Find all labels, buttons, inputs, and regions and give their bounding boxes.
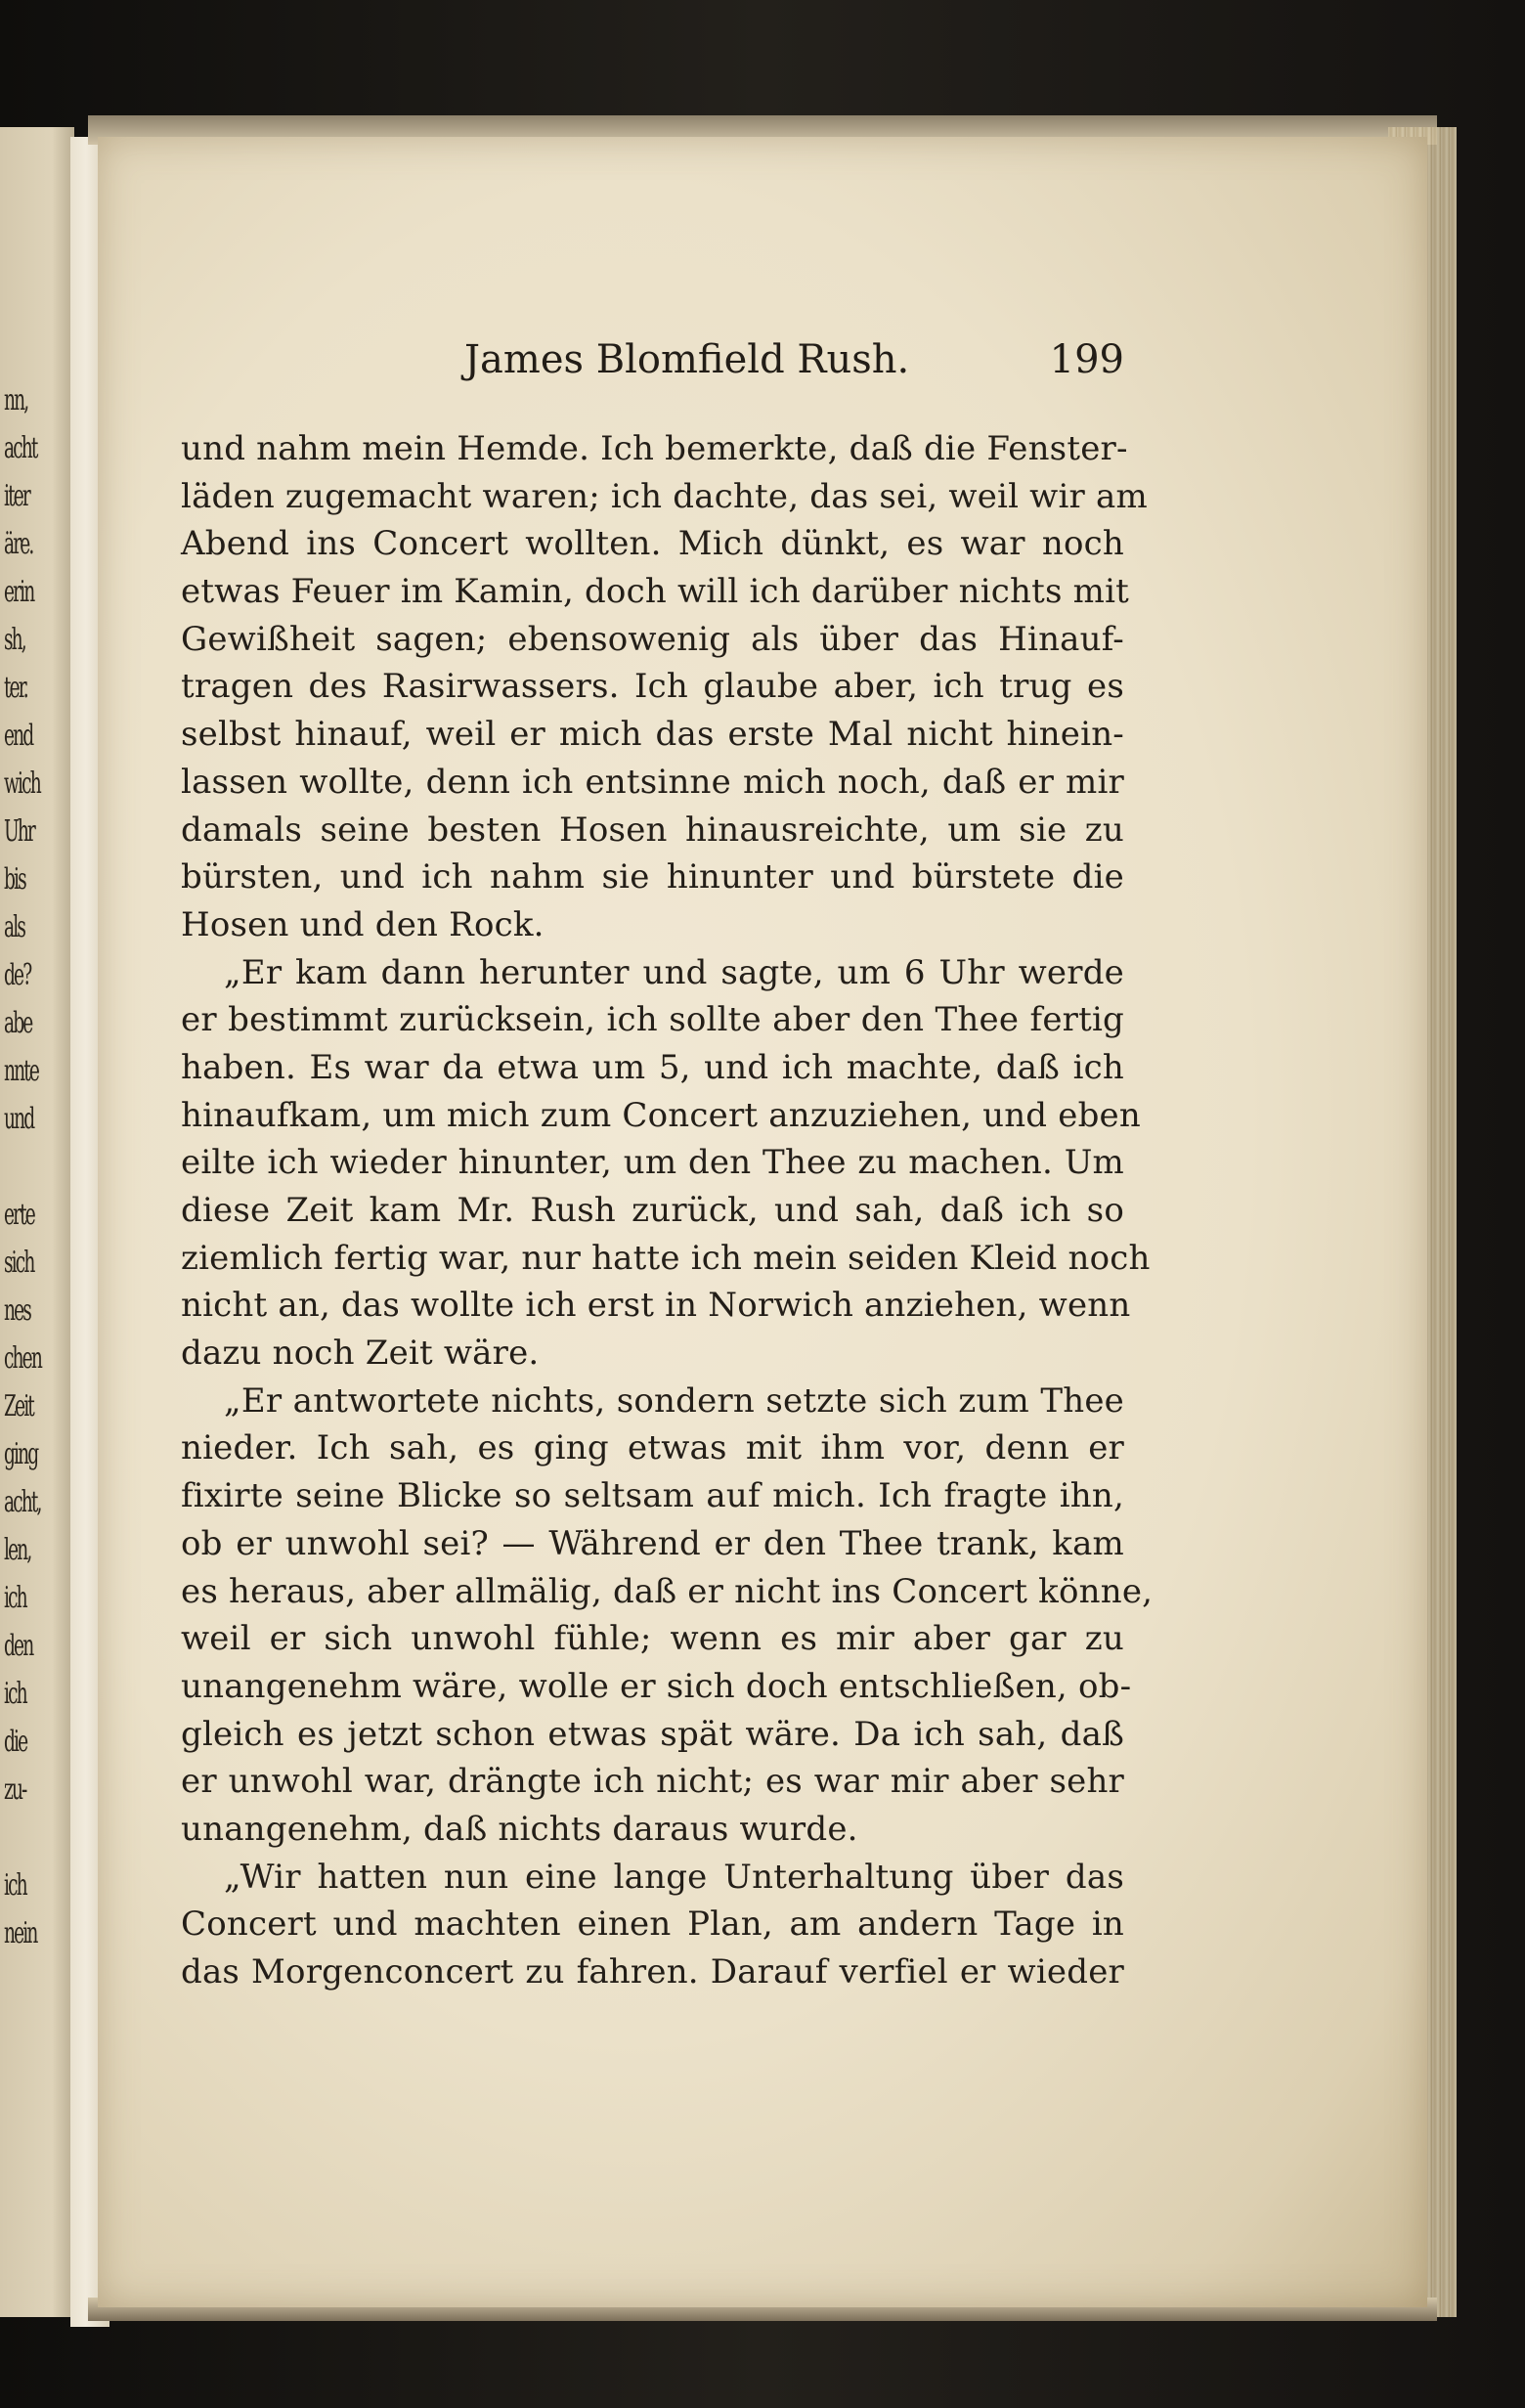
previous-page-fragment: end <box>4 719 33 753</box>
text-line: bürsten, und ich nahm sie hinunter und bürstete die <box>181 857 1124 898</box>
text-line: ziemlich fertig war, nur hatte ich mein seiden Kleid noch <box>181 1238 1151 1278</box>
text-line: Concert und machten einen Plan, am andern Tage in <box>181 1905 1124 1945</box>
text-line: er unwohl war, drängte ich nicht; es war mir aber sehr <box>181 1762 1124 1802</box>
text-line: „Wir hatten nun eine lange Unterhaltung über das <box>224 1857 1124 1897</box>
text-line: nicht an, das wollte ich erst in Norwich anziehen, wenn <box>181 1286 1131 1326</box>
previous-page-fragment: iter <box>4 479 29 513</box>
previous-page-fragment: den <box>4 1629 33 1663</box>
previous-page-fragment: sich <box>4 1246 34 1280</box>
text-line: unangenehm, daß nichts daraus wurde. <box>181 1809 858 1849</box>
previous-page-fragment: sh, <box>4 623 25 657</box>
previous-page-fragment: acht <box>4 431 37 465</box>
previous-page-fragment: nes <box>4 1293 30 1328</box>
text-line: nieder. Ich sah, es ging etwas mit ihm vor, denn er <box>181 1428 1124 1468</box>
previous-page-fragment: nnte <box>4 1054 39 1088</box>
text-line: ob er unwohl sei? — Während er den Thee trank, kam <box>181 1523 1124 1563</box>
previous-page-fragment: ging <box>4 1437 38 1471</box>
previous-page-fragment: len, <box>4 1533 31 1567</box>
previous-page-fragment: ich <box>4 1677 26 1711</box>
text-line: damals seine besten Hosen hinausreichte, um sie zu <box>181 810 1124 850</box>
text-line: lassen wollte, denn ich entsinne mich noch, daß er mir <box>181 762 1124 802</box>
text-line: und nahm mein Hemde. Ich bemerkte, daß die Fenster- <box>181 429 1128 468</box>
text-line: diese Zeit kam Mr. Rush zurück, und sah, daß ich so <box>181 1191 1124 1230</box>
text-line: Gewißheit sagen; ebensowenig als über das Hinauf- <box>181 619 1124 659</box>
previous-page-fragment: wich <box>4 766 40 801</box>
previous-page-fragment: nn, <box>4 383 28 417</box>
body-text <box>181 425 1154 1996</box>
previous-page-fragment: ich <box>4 1581 26 1615</box>
previous-page-fragment: zu- <box>4 1773 26 1807</box>
text-line: eilte ich wieder hinunter, um den Thee zu machen. Um <box>181 1143 1124 1183</box>
text-line: fixirte seine Blicke so seltsam auf mich. Ich fragte ihn, <box>181 1476 1124 1516</box>
text-line: tragen des Rasirwassers. Ich glaube aber, ich trug es <box>181 667 1124 707</box>
text-line: weil er sich unwohl fühle; wenn es mir aber gar zu <box>181 1619 1124 1659</box>
text-line: haben. Es war da etwa um 5, und ich machte, daß ich <box>181 1047 1124 1087</box>
previous-page-fragment: und <box>4 1102 34 1136</box>
previous-page-fragment: Uhr <box>4 814 34 849</box>
previous-page-fragment: ich <box>4 1868 26 1903</box>
previous-page-edge <box>0 127 74 2317</box>
running-title: James Blomfield Rush. <box>464 337 910 382</box>
text-line: er bestimmt zurücksein, ich sollte aber den Thee fertig <box>181 1000 1124 1040</box>
page-number: 199 <box>1049 337 1124 382</box>
previous-page-fragment: die <box>4 1725 27 1759</box>
previous-page-fragment: chen <box>4 1341 41 1376</box>
previous-page-fragment: ter. <box>4 671 27 705</box>
text-line: dazu noch Zeit wäre. <box>181 1334 540 1374</box>
text-line: gleich es jetzt schon etwas spät wäre. Da ich sah, daß <box>181 1714 1124 1754</box>
previous-page-fragment: bis <box>4 862 25 897</box>
text-line: das Morgenconcert zu fahren. Darauf verfiel er wieder <box>181 1952 1124 1992</box>
previous-page-fragment: erte <box>4 1198 34 1232</box>
previous-page-fragment: acht, <box>4 1485 41 1519</box>
text-line: Abend ins Concert wollten. Mich dünkt, es war noch <box>181 524 1124 564</box>
previous-page-fragment: als <box>4 910 25 944</box>
text-line: es heraus, aber allmälig, daß er nicht ins Concert könne, <box>181 1571 1154 1611</box>
text-line: läden zugemacht waren; ich dachte, das sei, weil wir am <box>181 476 1148 516</box>
text-line: Hosen und den Rock. <box>181 904 545 944</box>
text-line: „Er kam dann herunter und sagte, um 6 Uhr werde <box>224 952 1124 992</box>
text-line: unangenehm wäre, wolle er sich doch entschließen, ob- <box>181 1666 1132 1706</box>
text-line: hinaufkam, um mich zum Concert anzuziehen, und eben <box>181 1095 1141 1135</box>
previous-page-fragment: de? <box>4 958 31 992</box>
text-line: selbst hinauf, weil er mich das erste Mal nicht hinein- <box>181 715 1124 755</box>
previous-page-fragment: abe <box>4 1006 32 1040</box>
text-line: „Er antwortete nichts, sondern setzte sich zum Thee <box>224 1380 1124 1421</box>
previous-page-fragment: erin <box>4 575 34 609</box>
page-header <box>181 337 1124 396</box>
previous-page-fragment: nein <box>4 1916 37 1950</box>
previous-page-fragment: äre. <box>4 527 33 561</box>
previous-page-fragment: Zeit <box>4 1389 33 1423</box>
text-line: etwas Feuer im Kamin, doch will ich darüber nichts mit <box>181 572 1130 612</box>
